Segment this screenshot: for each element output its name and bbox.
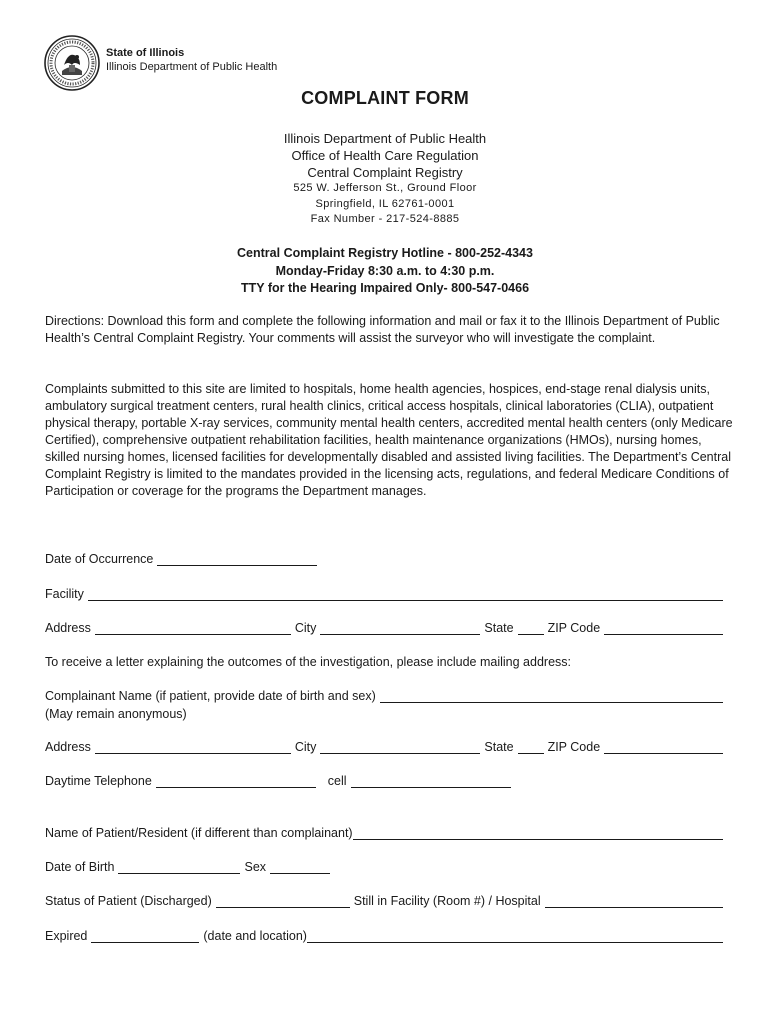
date-of-occurrence-row [45, 551, 727, 568]
complainant-state-field[interactable] [518, 740, 544, 754]
illinois-state-seal [44, 35, 100, 91]
date-location-field[interactable] [307, 929, 723, 943]
address-label: Address [45, 621, 91, 635]
state-name: State of Illinois [106, 47, 185, 59]
sex-field[interactable] [270, 860, 330, 874]
status-field[interactable] [216, 894, 350, 908]
facility-address-row [45, 620, 727, 637]
daytime-phone-field[interactable] [156, 774, 316, 788]
complainant-name-label: Complainant Name (if patient, provide date of birth and sex) [45, 689, 376, 703]
patient-name-field[interactable] [353, 826, 723, 840]
hotline-number: Central Complaint Registry Hotline - 800-252-4343 [237, 246, 533, 260]
telephone-row [45, 773, 727, 790]
dob-field[interactable] [118, 860, 240, 874]
letter-note: To receive a letter explaining the outcomes of the investigation, please include mailing address: [45, 655, 572, 669]
office-address [0, 130, 770, 228]
address-street: 525 W. Jefferson St., Ground Floor [293, 182, 477, 194]
zip-label: ZIP Code [547, 621, 601, 635]
address-line-1: Illinois Department of Public Health [283, 131, 487, 146]
patient-name-label: Name of Patient/Resident (if different than complainant) [45, 826, 353, 840]
address-field[interactable] [95, 621, 291, 635]
zip-field[interactable] [604, 621, 723, 635]
date-of-occurrence-field[interactable] [157, 552, 317, 566]
cell-field[interactable] [351, 774, 511, 788]
anonymous-note: (May remain anonymous) [45, 707, 187, 721]
facility-row [45, 586, 727, 603]
complainant-zip-field[interactable] [604, 740, 723, 754]
facility-field[interactable] [88, 587, 723, 601]
dob-row [45, 859, 727, 876]
complainant-address-row [45, 739, 727, 756]
cell-label: cell [327, 774, 347, 788]
still-in-facility-label: Still in Facility (Room #) / Hospital [353, 894, 541, 908]
fax-number: Fax Number - 217-524-8885 [310, 213, 460, 225]
directions-paragraph: Directions: Download this form and complete the following information and mail or fax it to the Illinois Department of Public Health’s Central Complaint Registry. Your comments will assist the surveyor who will investigate the complaint. [45, 314, 720, 345]
hotline-info [0, 245, 770, 298]
city-label: City [294, 621, 317, 635]
status-label: Status of Patient (Discharged) [45, 894, 212, 908]
facility-label: Facility [45, 587, 84, 601]
daytime-phone-label: Daytime Telephone [45, 774, 152, 788]
expired-row [45, 928, 727, 945]
state-label: State [484, 621, 514, 635]
dob-label: Date of Birth [45, 860, 115, 874]
complainant-state-label: State [484, 740, 514, 754]
still-in-facility-field[interactable] [545, 894, 723, 908]
state-field[interactable] [518, 621, 544, 635]
expired-label: Expired [45, 929, 88, 943]
agency-header [106, 46, 277, 74]
tty-number: TTY for the Hearing Impaired Only- 800-547-0466 [240, 281, 530, 295]
complainant-name-row [45, 688, 727, 705]
complainant-name-field[interactable] [380, 689, 723, 703]
status-row [45, 893, 727, 910]
complainant-city-label: City [294, 740, 317, 754]
limits-paragraph: Complaints submitted to this site are limited to hospitals, home health agencies, hospices, end-stage renal dialysis units, ambulatory surgical treatment centers, rural health clinics, critical access hospitals, clinical laboratories (CLIA), outpatient physical therapy, portable X-ray services, community mental health centers, accredited mental health centers (only Medicare Certified), comprehensive outpatient rehabilitation facilities, health maintenance organizations (HMOs), nursing homes, skilled nursing homes, licensed facilities for developmentally disabled and assisted living facilities. The Department’s Central Complaint Registry is limited to the mandates provided in the licensing acts, regulations, and federal Medicare Conditions of Participation or coverage for the programs the Department manages. [45, 382, 733, 498]
department-name: Illinois Department of Public Health [106, 61, 278, 73]
address-line-2: Office of Health Care Regulation [291, 148, 479, 163]
complainant-address-label: Address [45, 740, 91, 754]
form-title: COMPLAINT FORM [301, 88, 469, 108]
sex-label: Sex [244, 860, 267, 874]
date-of-occurrence-label: Date of Occurrence [45, 552, 154, 566]
address-line-3: Central Complaint Registry [307, 165, 463, 180]
patient-name-row [45, 825, 727, 842]
date-location-label: (date and location) [203, 929, 307, 943]
hotline-hours: Monday-Friday 8:30 a.m. to 4:30 p.m. [275, 263, 495, 278]
city-field[interactable] [320, 621, 480, 635]
complainant-zip-label: ZIP Code [547, 740, 601, 754]
address-city: Springfield, IL 62761-0001 [315, 197, 455, 210]
complainant-city-field[interactable] [320, 740, 480, 754]
complainant-address-field[interactable] [95, 740, 291, 754]
expired-field[interactable] [91, 929, 199, 943]
